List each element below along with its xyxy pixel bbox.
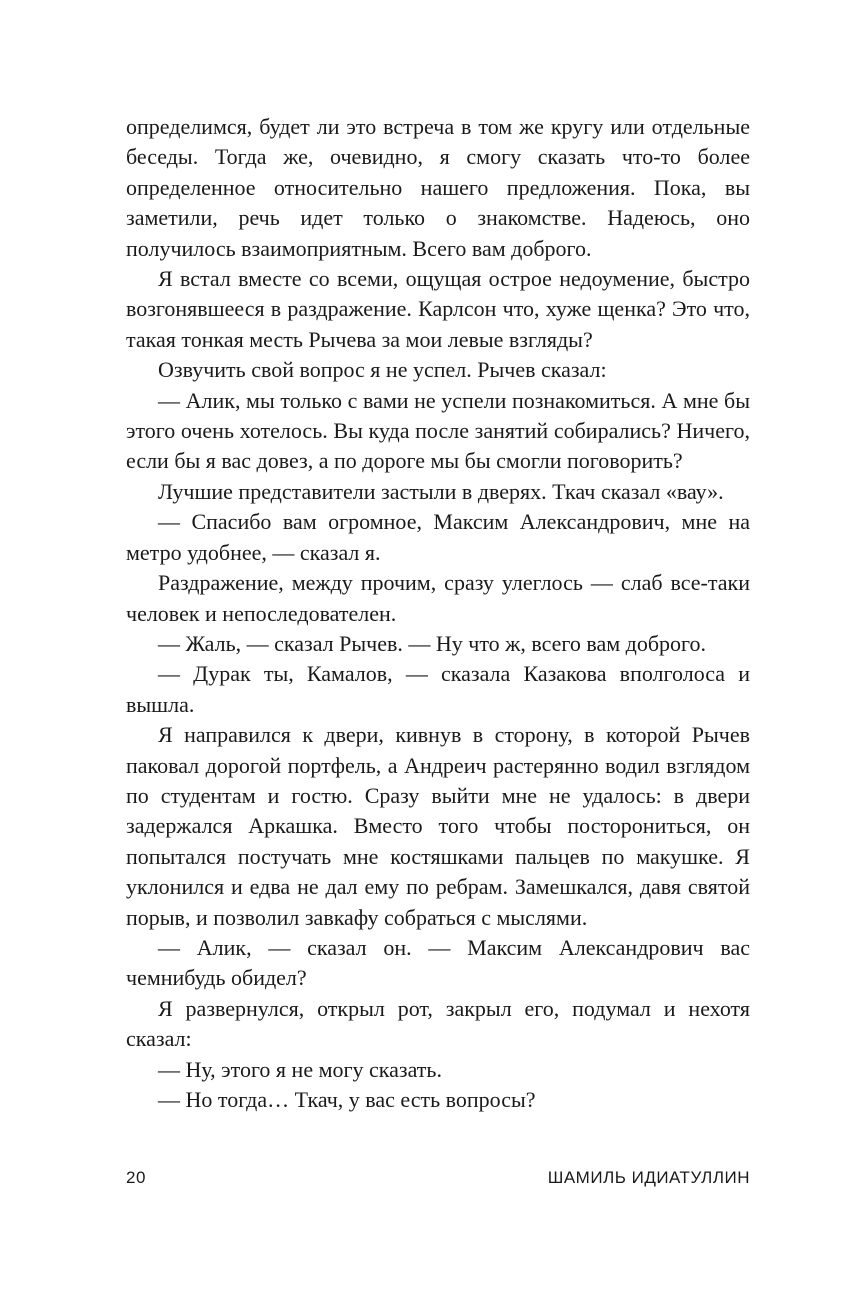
paragraph: Я развернулся, открыл рот, закрыл его, подумал и нехотя сказал:	[126, 995, 750, 1052]
paragraph: Озвучить свой вопрос я не успел. Рычев сказал:	[158, 357, 607, 383]
paragraph: — Спасибо вам огромное, Максим Александрович, мне на метро удобнее, — сказал я.	[126, 509, 750, 565]
body-text	[126, 112, 750, 1115]
paragraph: — Алик, — сказал он. — Максим Александрович вас чемнибудь обидел?	[126, 934, 750, 991]
paragraph: Я направился к двери, кивнув в сторону, в которой Рычев паковал дорогой портфель, а Андреич растерянно водил взглядом по студентам и гостю. Сразу выйти мне не удалось: в двери задержался Аркашка. Вместо того чтобы посторониться, он попытался постучать мне костяшками пальцев по макушке. Я уклонился и едва не дал ему по ребрам. Замешкался, давя святой порыв, и позволил завкафу собраться с мыслями.	[126, 722, 750, 930]
paragraph: — Алик, мы только с вами не успели познакомиться. А мне бы этого очень хотелось. Вы куда после занятий собирались? Ничего, если бы я вас довез, а по дороге мы бы смогли поговорить?	[126, 387, 750, 474]
running-header-author: ШАМИЛЬ ИДИАТУЛЛИН	[547, 1168, 750, 1187]
paragraph: определимся, будет ли это встреча в том же кругу или отдельные беседы. Тогда же, очевидно, я смогу сказать что-то более определенное относительно нашего предложения. Пока, вы заметили, речь идет только о знакомстве. Надеюсь, оно получилось взаимоприятным. Всего вам доброго.	[126, 114, 750, 261]
paragraph: — Дурак ты, Камалов, — сказала Казакова вполголоса и вышла.	[126, 661, 750, 717]
paragraph: Я встал вместе со всеми, ощущая острое недоумение, быстро возгонявшееся в раздражение. Карлсон что, хуже щенка? Это что, такая тонкая месть Рычева за мои левые взгляды?	[126, 266, 750, 352]
paragraph: Лучшие представители застыли в дверях. Ткач сказал «вау».	[158, 478, 724, 504]
paragraph: — Жаль, — сказал Рычев. — Ну что ж, всего вам доброго.	[158, 630, 707, 656]
page-number: 20	[126, 1168, 146, 1187]
paragraph: — Но тогда… Ткач, у вас есть вопросы?	[158, 1087, 536, 1112]
paragraph: Раздражение, между прочим, сразу улеглось — слаб все-таки человек и непоследователен.	[126, 570, 750, 626]
page-footer	[126, 1168, 750, 1192]
paragraph: — Ну, этого я не могу сказать.	[158, 1056, 442, 1082]
